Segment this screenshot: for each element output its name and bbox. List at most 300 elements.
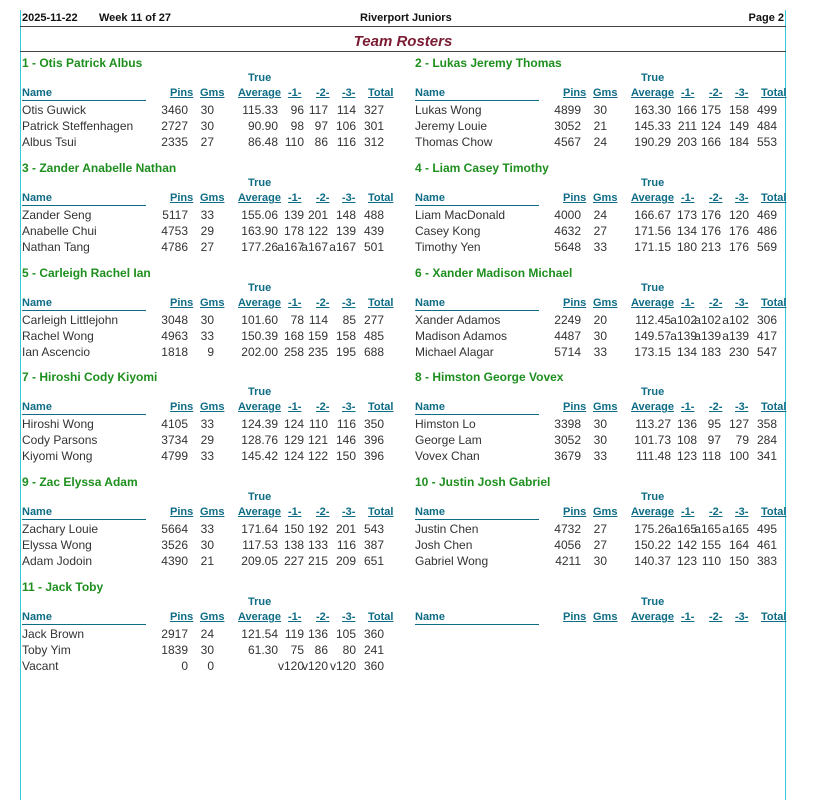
bowler-games: 24 — [593, 208, 607, 222]
bowler-name: Jack Brown — [22, 627, 85, 641]
team-name: 10 - Justin Josh Gabriel — [415, 475, 551, 489]
bowler-game3: 201 — [335, 522, 356, 536]
column-game1: -1- — [681, 611, 695, 623]
bowler-average: 117.53 — [242, 538, 278, 552]
bowler-total: 569 — [756, 240, 777, 254]
bowler-average: 166.67 — [634, 208, 671, 222]
column-game3: -3- — [735, 506, 749, 518]
bowler-game3: 116 — [336, 417, 356, 431]
bowler-row — [22, 345, 402, 361]
bowler-pins: 2727 — [161, 119, 188, 133]
team-block — [415, 266, 795, 366]
column-gms: Gms — [593, 401, 618, 413]
column-game3: -3- — [735, 401, 749, 413]
column-gms: Gms — [593, 297, 618, 309]
column-game2: -2- — [316, 297, 330, 309]
column-pins: Pins — [170, 192, 194, 204]
bowler-pins: 2917 — [161, 627, 188, 641]
column-pins: Pins — [170, 506, 194, 518]
bowler-game3: 80 — [342, 643, 356, 657]
bowler-name: Lukas Wong — [415, 103, 482, 117]
bowler-name: Rachel Wong — [22, 329, 94, 343]
column-gms: Gms — [593, 87, 618, 99]
bowler-average: 113.27 — [635, 417, 671, 431]
bowler-pins: 4390 — [161, 554, 188, 568]
bowler-name: Liam MacDonald — [415, 208, 506, 222]
column-total: Total — [368, 297, 394, 309]
report-header — [22, 12, 786, 26]
column-header-row — [22, 87, 402, 101]
bowler-total: 341 — [756, 449, 777, 463]
bowler-name: Gabriel Wong — [415, 554, 489, 568]
bowler-game1: 150 — [283, 522, 304, 536]
team-block — [415, 580, 795, 680]
header-divider — [20, 26, 786, 27]
bowler-average: 163.90 — [241, 224, 278, 238]
column-header-row — [415, 611, 795, 625]
bowler-games: 33 — [593, 345, 607, 359]
bowler-games: 0 — [207, 659, 214, 673]
bowler-row — [415, 417, 795, 433]
column-game3: -3- — [342, 611, 356, 623]
bowler-name: Jeremy Louie — [415, 119, 488, 133]
team-block — [415, 370, 795, 470]
bowler-total: 241 — [363, 643, 384, 657]
bowler-average: 101.60 — [241, 313, 278, 327]
column-average: Average — [238, 297, 282, 309]
bowler-game3: 164 — [728, 538, 749, 552]
bowler-total: 553 — [756, 135, 777, 149]
bowler-game1: 98 — [290, 119, 304, 133]
bowler-pins: 3679 — [554, 449, 581, 463]
column-total: Total — [368, 192, 394, 204]
bowler-total: 488 — [363, 208, 384, 222]
bowler-name: Anabelle Chui — [22, 224, 97, 238]
bowler-games: 21 — [593, 119, 607, 133]
column-header-row — [22, 611, 402, 625]
column-total: Total — [368, 611, 394, 623]
bowler-average: 150.22 — [634, 538, 671, 552]
team-name: 11 - Jack Toby — [22, 580, 104, 594]
column-header-row — [22, 506, 402, 520]
bowler-games: 30 — [593, 103, 607, 117]
bowler-pins: 3526 — [161, 538, 188, 552]
bowler-pins: 5664 — [161, 522, 188, 536]
bowler-average: 175.26 — [634, 522, 671, 536]
bowler-game2: 97 — [314, 119, 328, 133]
bowler-game2: a139 — [694, 329, 721, 343]
column-total: Total — [368, 401, 394, 413]
column-total: Total — [761, 87, 787, 99]
column-pins: Pins — [563, 506, 587, 518]
column-game3: -3- — [342, 297, 356, 309]
column-pins: Pins — [170, 401, 194, 413]
bowler-pins: 4899 — [554, 103, 581, 117]
bowler-average: 177.26 — [241, 240, 278, 254]
column-game1: -1- — [681, 87, 695, 99]
bowler-game1: 139 — [283, 208, 304, 222]
bowler-name: Josh Chen — [415, 538, 473, 552]
bowler-game3: 158 — [335, 329, 356, 343]
column-game2: -2- — [316, 192, 330, 204]
column-gms: Gms — [593, 611, 618, 623]
bowler-game2: 176 — [700, 208, 721, 222]
bowler-game2: v120 — [301, 659, 328, 673]
bowler-games: 29 — [200, 433, 214, 447]
bowler-total: 360 — [363, 627, 384, 641]
league-name: Riverport Juniors — [360, 12, 452, 24]
bowler-games: 20 — [593, 313, 607, 327]
column-game1: -1- — [288, 192, 302, 204]
team-name: 2 - Lukas Jeremy Thomas — [415, 56, 562, 70]
team-name: 6 - Xander Madison Michael — [415, 266, 573, 280]
bowler-game3: 230 — [728, 345, 749, 359]
bowler-game1: 123 — [676, 449, 697, 463]
bowler-name: Casey Kong — [415, 224, 481, 238]
bowler-total: 358 — [756, 417, 777, 431]
bowler-row — [415, 313, 795, 329]
bowler-row — [22, 554, 402, 570]
column-pins: Pins — [170, 87, 194, 99]
bowler-game1: 142 — [676, 538, 697, 552]
bowler-game1: 75 — [290, 643, 304, 657]
column-name: Name — [415, 506, 539, 520]
bowler-game2: a102 — [694, 313, 721, 327]
bowler-game3: 127 — [728, 417, 749, 431]
bowler-game3: a139 — [722, 329, 749, 343]
bowler-row — [22, 522, 402, 538]
column-name: Name — [415, 87, 539, 101]
bowler-game1: a139 — [670, 329, 697, 343]
bowler-name: Himston Lo — [415, 417, 476, 431]
bowler-game2: 136 — [307, 627, 328, 641]
column-pins: Pins — [170, 297, 194, 309]
bowler-row — [415, 240, 795, 256]
bowler-pins: 4567 — [554, 135, 581, 149]
bowler-total: 396 — [363, 433, 384, 447]
bowler-games: 30 — [200, 313, 214, 327]
bowler-row — [415, 538, 795, 554]
bowler-pins: 1818 — [161, 345, 188, 359]
bowler-average: 171.64 — [241, 522, 278, 536]
bowler-game1: 134 — [676, 224, 697, 238]
bowler-pins: 3734 — [161, 433, 188, 447]
bowler-row — [22, 329, 402, 345]
team-block — [415, 475, 795, 575]
column-game2: -2- — [316, 401, 330, 413]
bowler-row — [415, 224, 795, 240]
bowler-total: 301 — [363, 119, 384, 133]
bowler-name: Nathan Tang — [22, 240, 90, 254]
bowler-game3: 148 — [335, 208, 356, 222]
bowler-row — [22, 433, 402, 449]
bowler-game3: 106 — [335, 119, 356, 133]
bowler-game3: 116 — [336, 135, 356, 149]
bowler-game2: 122 — [307, 224, 328, 238]
bowler-total: 277 — [363, 313, 384, 327]
bowler-game2: 192 — [307, 522, 328, 536]
bowler-row — [22, 659, 402, 675]
bowler-game1: 108 — [676, 433, 697, 447]
bowler-total: 547 — [756, 345, 777, 359]
bowler-games: 33 — [200, 522, 214, 536]
team-name: 3 - Zander Anabelle Nathan — [22, 161, 177, 175]
bowler-game3: 120 — [728, 208, 749, 222]
bowler-total: 495 — [756, 522, 777, 536]
bowler-game1: 258 — [283, 345, 304, 359]
bowler-average: 128.76 — [241, 433, 278, 447]
bowler-row — [415, 554, 795, 570]
column-game2: -2- — [316, 611, 330, 623]
true-average-label: True — [641, 282, 665, 294]
true-average-label: True — [641, 596, 665, 608]
column-header-row — [22, 192, 402, 206]
bowler-game1: 227 — [283, 554, 304, 568]
column-game1: -1- — [288, 87, 302, 99]
column-name: Name — [22, 87, 146, 101]
team-name: 9 - Zac Elyssa Adam — [22, 475, 138, 489]
bowler-name: Madison Adamos — [415, 329, 508, 343]
bowler-game3: 149 — [728, 119, 749, 133]
column-header-row — [22, 297, 402, 311]
bowler-game1: 203 — [676, 135, 697, 149]
bowler-game1: 168 — [283, 329, 304, 343]
bowler-row — [22, 538, 402, 554]
bowler-average: 124.39 — [241, 417, 278, 431]
bowler-row — [415, 449, 795, 465]
bowler-game2: 86 — [314, 135, 328, 149]
bowler-games: 30 — [593, 433, 607, 447]
true-average-label: True — [641, 177, 665, 189]
bowler-row — [415, 135, 795, 151]
column-pins: Pins — [170, 611, 194, 623]
true-average-label: True — [248, 596, 272, 608]
bowler-name: Xander Adamos — [415, 313, 501, 327]
bowler-name: Vovex Chan — [415, 449, 480, 463]
bowler-game2: 110 — [701, 554, 721, 568]
bowler-game2: a167 — [301, 240, 328, 254]
bowler-row — [22, 313, 402, 329]
column-gms: Gms — [200, 297, 225, 309]
bowler-game2: 124 — [700, 119, 721, 133]
bowler-games: 33 — [200, 329, 214, 343]
bowler-game3: a102 — [722, 313, 749, 327]
bowler-game2: 176 — [700, 224, 721, 238]
column-header-row — [22, 401, 402, 415]
column-game1: -1- — [288, 297, 302, 309]
bowler-game3: 79 — [735, 433, 749, 447]
bowler-game1: 138 — [283, 538, 304, 552]
column-game1: -1- — [681, 297, 695, 309]
bowler-pins: 4487 — [554, 329, 581, 343]
bowler-average: 155.06 — [241, 208, 278, 222]
bowler-games: 21 — [200, 554, 214, 568]
bowler-row — [22, 643, 402, 659]
bowler-games: 24 — [200, 627, 214, 641]
bowler-games: 33 — [593, 449, 607, 463]
bowler-game3: 150 — [335, 449, 356, 463]
bowler-game1: 124 — [283, 417, 304, 431]
column-average: Average — [238, 192, 282, 204]
column-gms: Gms — [200, 192, 225, 204]
column-game1: -1- — [681, 192, 695, 204]
bowler-name: Cody Parsons — [22, 433, 98, 447]
column-game2: -2- — [709, 401, 723, 413]
team-name: 5 - Carleigh Rachel Ian — [22, 266, 151, 280]
bowler-pins: 4211 — [555, 554, 581, 568]
bowler-pins: 5117 — [162, 208, 188, 222]
bowler-row — [415, 433, 795, 449]
bowler-game3: 158 — [728, 103, 749, 117]
bowler-row — [415, 345, 795, 361]
bowler-game2: 118 — [701, 449, 721, 463]
bowler-games: 33 — [200, 208, 214, 222]
bowler-total: 383 — [756, 554, 777, 568]
bowler-average: 173.15 — [634, 345, 671, 359]
true-average-label: True — [641, 72, 665, 84]
bowler-game2: 201 — [307, 208, 328, 222]
column-average: Average — [631, 506, 675, 518]
column-name: Name — [415, 611, 539, 625]
team-block — [415, 161, 795, 261]
true-average-label: True — [641, 491, 665, 503]
bowler-game1: 180 — [676, 240, 697, 254]
column-name: Name — [22, 192, 146, 206]
column-gms: Gms — [200, 611, 225, 623]
bowler-average: 90.90 — [247, 119, 278, 133]
bowler-game1: 123 — [676, 554, 697, 568]
bowler-row — [22, 103, 402, 119]
column-name: Name — [415, 192, 539, 206]
column-game1: -1- — [681, 506, 695, 518]
bowler-game1: a167 — [277, 240, 304, 254]
column-gms: Gms — [200, 87, 225, 99]
bowler-game1: a165 — [670, 522, 697, 536]
bowler-pins: 4732 — [554, 522, 581, 536]
team-name: 1 - Otis Patrick Albus — [22, 56, 143, 70]
bowler-game3: v120 — [329, 659, 356, 673]
column-gms: Gms — [200, 401, 225, 413]
column-gms: Gms — [593, 506, 618, 518]
bowler-name: Albus Tsui — [22, 135, 77, 149]
column-game2: -2- — [709, 192, 723, 204]
bowler-name: Hiroshi Wong — [22, 417, 94, 431]
bowler-average: 115.33 — [242, 103, 278, 117]
column-game3: -3- — [735, 297, 749, 309]
column-name: Name — [415, 401, 539, 415]
bowler-game2: 215 — [307, 554, 328, 568]
column-average: Average — [238, 401, 282, 413]
bowler-row — [415, 522, 795, 538]
bowler-game2: 114 — [308, 313, 328, 327]
true-average-label: True — [248, 386, 272, 398]
column-game3: -3- — [735, 611, 749, 623]
bowler-total: 350 — [363, 417, 384, 431]
column-average: Average — [631, 87, 675, 99]
bowler-game3: 176 — [728, 224, 749, 238]
bowler-pins: 3052 — [554, 119, 581, 133]
bowler-game2: 159 — [307, 329, 328, 343]
bowler-pins: 2335 — [161, 135, 188, 149]
bowler-game1: 173 — [676, 208, 697, 222]
column-game1: -1- — [288, 611, 302, 623]
bowler-average: 140.37 — [634, 554, 671, 568]
bowler-game3: 184 — [728, 135, 749, 149]
team-name: 7 - Hiroshi Cody Kiyomi — [22, 370, 158, 384]
bowler-pins: 4632 — [554, 224, 581, 238]
bowler-game2: 235 — [307, 345, 328, 359]
bowler-games: 27 — [593, 224, 607, 238]
bowler-total: 417 — [756, 329, 777, 343]
bowler-games: 30 — [200, 119, 214, 133]
bowler-row — [22, 449, 402, 465]
column-total: Total — [761, 611, 787, 623]
true-average-label: True — [641, 386, 665, 398]
column-average: Average — [631, 297, 675, 309]
column-pins: Pins — [563, 87, 587, 99]
bowler-game1: 134 — [676, 345, 697, 359]
bowler-name: Michael Alagar — [415, 345, 494, 359]
bowler-name: Vacant — [22, 659, 59, 673]
bowler-games: 33 — [593, 240, 607, 254]
bowler-games: 27 — [593, 522, 607, 536]
column-total: Total — [761, 192, 787, 204]
bowler-total: 360 — [363, 659, 384, 673]
bowler-game2: 86 — [314, 643, 328, 657]
bowler-name: Carleigh Littlejohn — [22, 313, 119, 327]
bowler-pins: 4105 — [161, 417, 188, 431]
column-game1: -1- — [681, 401, 695, 413]
bowler-game3: a165 — [722, 522, 749, 536]
bowler-pins: 3398 — [554, 417, 581, 431]
column-game3: -3- — [342, 87, 356, 99]
bowler-game3: 114 — [336, 103, 356, 117]
bowler-games: 24 — [593, 135, 607, 149]
bowler-total: 651 — [363, 554, 384, 568]
team-block — [22, 370, 402, 470]
bowler-total: 312 — [363, 135, 384, 149]
bowler-name: Justin Chen — [415, 522, 479, 536]
bowler-total: 484 — [756, 119, 777, 133]
column-pins: Pins — [563, 401, 587, 413]
bowler-row — [22, 417, 402, 433]
column-header-row — [415, 192, 795, 206]
page-number: Page 2 — [748, 12, 784, 24]
bowler-average: 149.57 — [634, 329, 671, 343]
bowler-pins: 4056 — [554, 538, 581, 552]
column-header-row — [415, 401, 795, 415]
bowler-pins: 1839 — [161, 643, 188, 657]
bowler-row — [22, 119, 402, 135]
bowler-average: 209.05 — [241, 554, 278, 568]
column-header-row — [415, 87, 795, 101]
bowler-game3: 195 — [335, 345, 356, 359]
bowler-total: 284 — [756, 433, 777, 447]
bowler-game1: 211 — [677, 119, 697, 133]
bowler-game2: 175 — [700, 103, 721, 117]
column-game3: -3- — [735, 87, 749, 99]
bowler-game2: 122 — [307, 449, 328, 463]
column-total: Total — [761, 297, 787, 309]
column-game2: -2- — [709, 506, 723, 518]
bowler-row — [22, 208, 402, 224]
bowler-games: 29 — [200, 224, 214, 238]
bowler-game1: 110 — [284, 135, 304, 149]
true-average-label: True — [248, 282, 272, 294]
column-name: Name — [22, 297, 146, 311]
team-block — [22, 580, 402, 680]
column-game1: -1- — [288, 401, 302, 413]
